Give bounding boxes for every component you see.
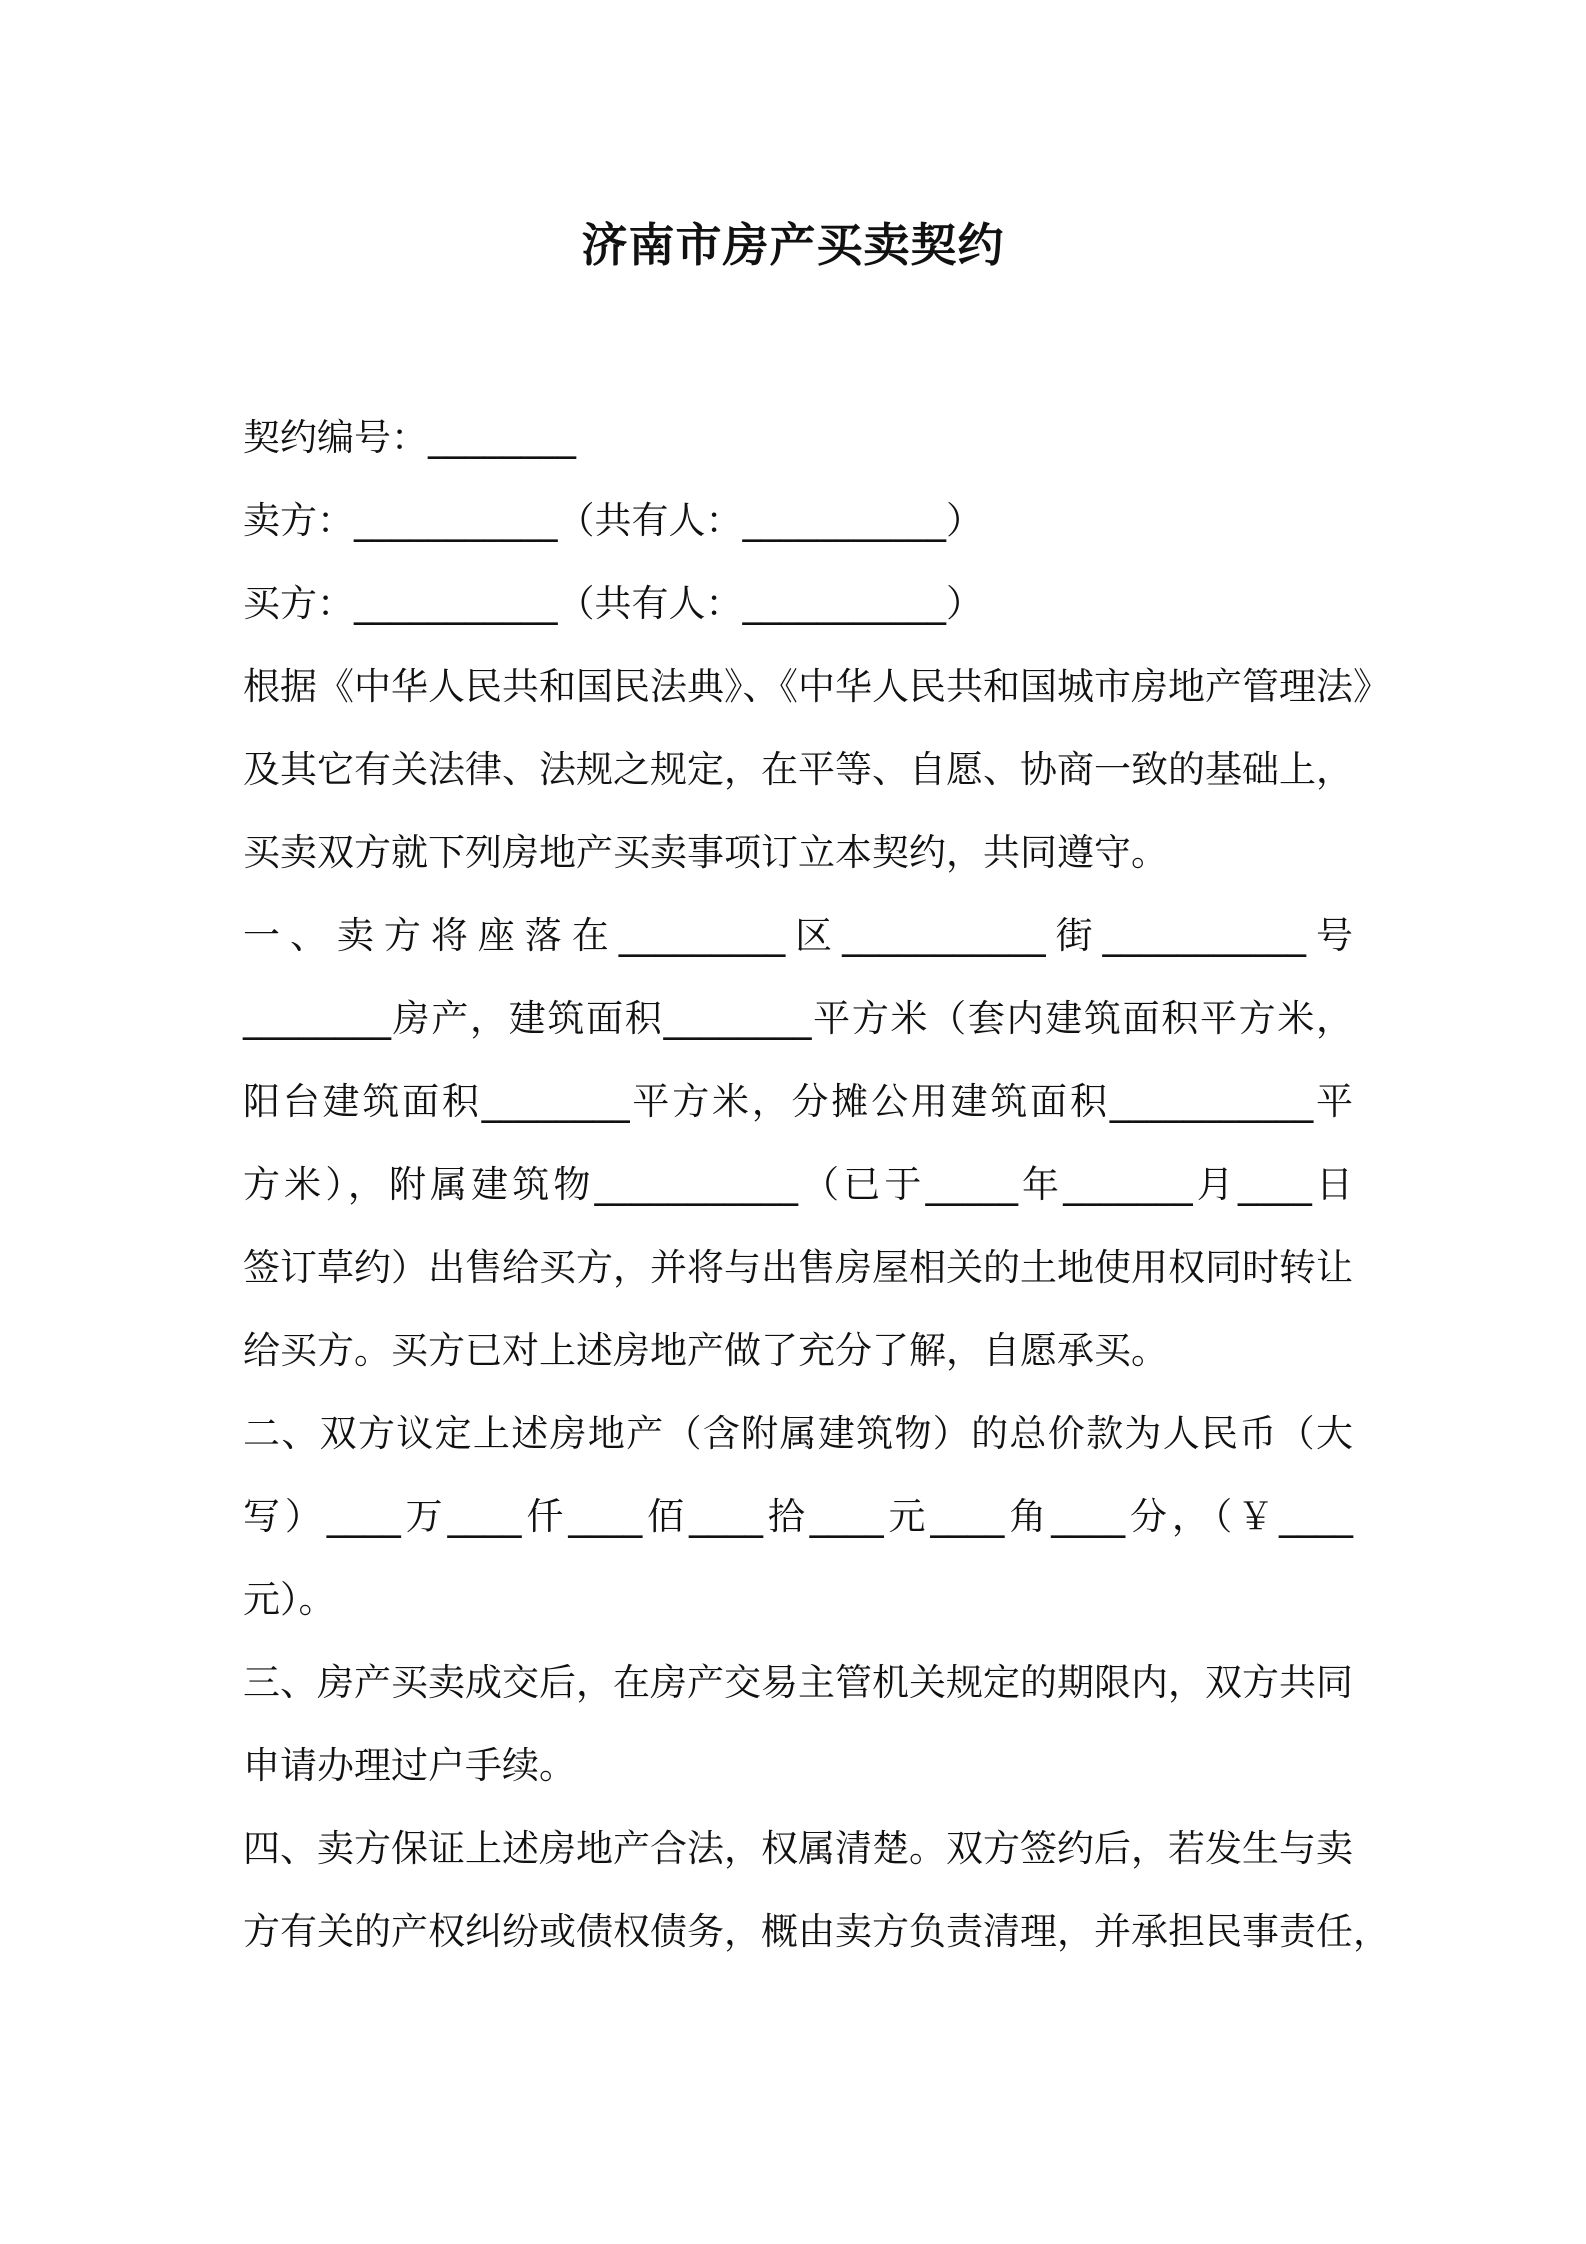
contract-number-line: 契约编号：________ [243,416,576,459]
clause-4-line-2: 方有关的产权纠纷或债权债务，概由卖方负责清理，并承担民事责任， [243,1910,1390,1953]
clause-2-line-1: 二、双方议定上述房地产（含附属建筑物）的总价款为人民币（大 [243,1412,1353,1455]
clause-1-line-4: 方米），附属建筑物___________（已于_____年_______月____日 [243,1163,1353,1206]
clause-2-line-3: 元）。 [243,1578,336,1621]
buyer-line: 买方：___________（共有人：___________） [243,582,983,625]
clause-2-line-2: 写）____万____仟____佰____拾____元____角____分，（￥____ [243,1495,1353,1538]
document-title: 济南市房产买卖契约 [581,218,1005,272]
paragraph-intro-line-2: 及其它有关法律、法规之规定，在平等、自愿、协商一致的基础上， [243,748,1353,791]
clause-1-line-1: 一、卖方将座落在_________区___________街___________号 [243,914,1353,957]
clause-1-line-2: ________房产，建筑面积________平方米（套内建筑面积平方米， [243,997,1353,1040]
clause-1-line-6: 给买方。买方已对上述房地产做了充分了解，自愿承买。 [243,1329,1168,1372]
clause-3-line-1: 三、房产买卖成交后，在房产交易主管机关规定的期限内，双方共同 [243,1661,1353,1704]
clause-4-line-1: 四、卖方保证上述房地产合法，权属清楚。双方签约后，若发生与卖 [243,1827,1353,1870]
clause-3-line-2: 申请办理过户手续。 [243,1744,576,1787]
clause-1-line-3: 阳台建筑面积________平方米，分摊公用建筑面积___________平 [243,1080,1353,1123]
paragraph-intro-line-1: 根据《中华人民共和国民法典》、《中华人民共和国城市房地产管理法》 [243,665,1390,708]
clause-1-line-5: 签订草约）出售给买方，并将与出售房屋相关的土地使用权同时转让 [243,1246,1353,1289]
seller-line: 卖方：___________（共有人：___________） [243,499,983,542]
paragraph-intro-line-3: 买卖双方就下列房地产买卖事项订立本契约，共同遵守。 [243,831,1168,874]
